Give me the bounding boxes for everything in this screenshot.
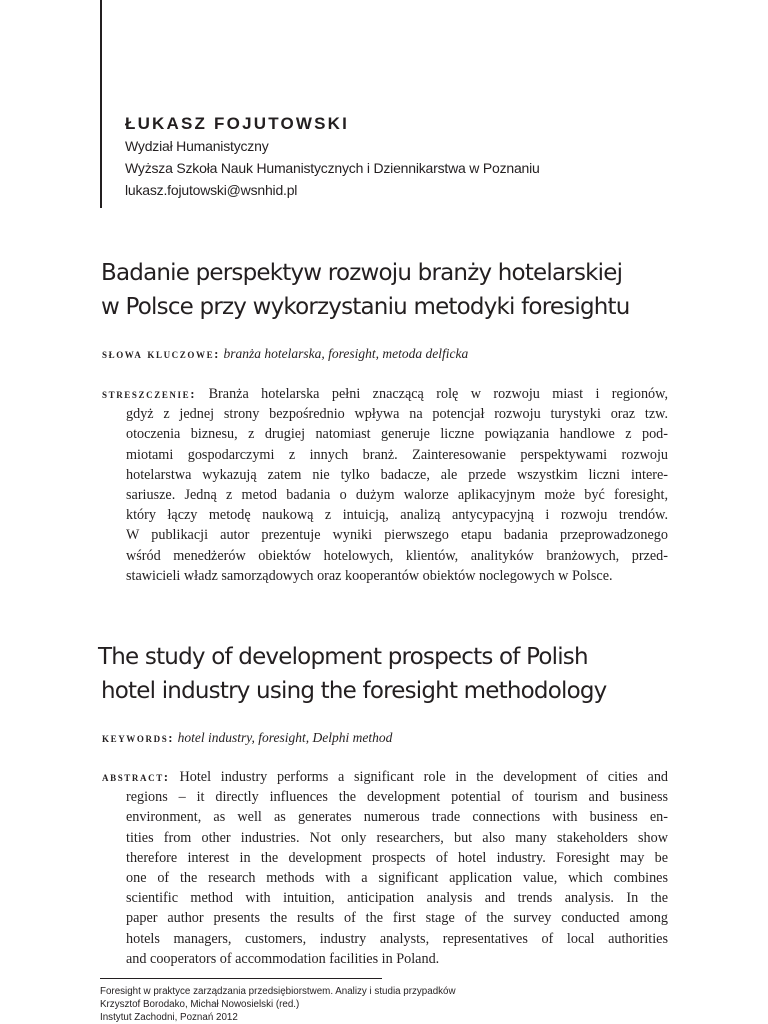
abstract-line-text: Hotel industry performs a significant role in the development of cities and bbox=[179, 769, 669, 785]
abstract-line: który łączy metodę naukową z intuicją, analizą antycypacyjną i rozwoju trendów. bbox=[126, 507, 668, 524]
abstract-label: abstract: bbox=[102, 769, 170, 784]
abstract-line: hotelarstwa wykazują zatem nie tylko badacze, ale przede wszystkim liczni intere- bbox=[126, 466, 668, 483]
footnote-line: Foresight w praktyce zarządzania przedsiębiorstwem. Analizy i studia przypadków bbox=[100, 986, 456, 997]
abstract-line bbox=[102, 767, 668, 787]
abstract-line: therefore interest in the development prospects of hotel industry. Foresight may be bbox=[126, 849, 668, 866]
author-institution: Wyższa Szkoła Nauk Humanistycznych i Dziennikarstwa w Poznaniu bbox=[125, 160, 540, 176]
footnote-divider bbox=[100, 978, 382, 979]
abstract-line: sariusze. Jedną z metod badania o dużym walorze aplikacyjnym może być foresight, bbox=[126, 487, 668, 504]
footnote-line: Krzysztof Borodako, Michał Nowosielski (red.) bbox=[100, 999, 300, 1010]
footnote-line: Instytut Zachodni, Poznań 2012 bbox=[100, 1012, 238, 1023]
keywords-label: słowa kluczowe: bbox=[102, 346, 221, 361]
abstract-line: paper author presents the results of the first stage of the survey conducted among bbox=[126, 910, 668, 927]
abstract-line bbox=[102, 384, 668, 404]
abstract-line: miotami gospodarczymi z innych branż. Zainteresowanie perspektywami rozwoju bbox=[126, 446, 668, 463]
abstract-label: streszczenie: bbox=[102, 386, 197, 401]
author-name: ŁUKASZ FOJUTOWSKI bbox=[125, 114, 350, 133]
margin-rule bbox=[100, 0, 102, 208]
abstract-line-text: Branża hotelarska pełni znaczącą rolę w rozwoju miast i regionów, bbox=[208, 386, 669, 402]
abstract-line: W publikacji autor prezentuje wyniki pierwszego etapu badania przeprowadzonego bbox=[126, 527, 668, 544]
title-polish bbox=[101, 256, 630, 324]
title-line: The study of development prospects of Polish bbox=[98, 644, 588, 670]
abstract-line: tities from other industries. Not only researchers, but also many stakeholders show bbox=[126, 829, 668, 846]
footnote bbox=[100, 985, 456, 1024]
abstract-line: and cooperators of accommodation facilities in Poland. bbox=[126, 950, 440, 967]
author-email[interactable]: lukasz.fojutowski@wsnhid.pl bbox=[125, 182, 298, 198]
abstract-polish bbox=[102, 384, 668, 586]
keywords-text: hotel industry, foresight, Delphi method bbox=[177, 730, 393, 745]
abstract-english bbox=[102, 767, 668, 969]
author-block bbox=[125, 113, 725, 201]
abstract-line: regions – it directly influences the development potential of tourism and business bbox=[126, 789, 668, 806]
abstract-line: one of the research methods with a significant application value, which combines bbox=[126, 870, 668, 887]
keywords-label: keywords: bbox=[102, 730, 175, 745]
abstract-line: stawicieli władz samorządowych oraz kooperantów obiektów noclegowych w Polsce. bbox=[126, 567, 613, 584]
abstract-line: hotels managers, customers, industry analysts, representatives of local authorities bbox=[126, 930, 668, 947]
abstract-line: gdyż z jednej strony bezpośrednio wpływa na potencjał rozwoju turystyki oraz tzw. bbox=[126, 406, 668, 423]
keywords-polish bbox=[102, 344, 468, 364]
keywords-text: branża hotelarska, foresight, metoda delficka bbox=[223, 346, 469, 361]
title-line: w Polsce przy wykorzystaniu metodyki foresightu bbox=[101, 294, 630, 320]
title-line: hotel industry using the foresight methodology bbox=[101, 678, 607, 704]
author-department: Wydział Humanistyczny bbox=[125, 138, 269, 154]
abstract-line: wśród menedżerów obiektów hotelowych, klientów, analityków branżowych, przed- bbox=[126, 547, 668, 564]
abstract-line: scientific method with intuition, anticipation analysis and trends analysis. In the bbox=[126, 890, 668, 907]
abstract-line: environment, as well as generates numerous trade connections with business en- bbox=[126, 809, 668, 826]
abstract-line: otoczenia biznesu, z drugiej natomiast generuje liczne powiązania handlowe z pod- bbox=[126, 426, 668, 443]
title-line: Badanie perspektyw rozwoju branży hotelarskiej bbox=[101, 260, 623, 286]
keywords-english bbox=[102, 728, 392, 748]
title-english bbox=[98, 640, 606, 708]
